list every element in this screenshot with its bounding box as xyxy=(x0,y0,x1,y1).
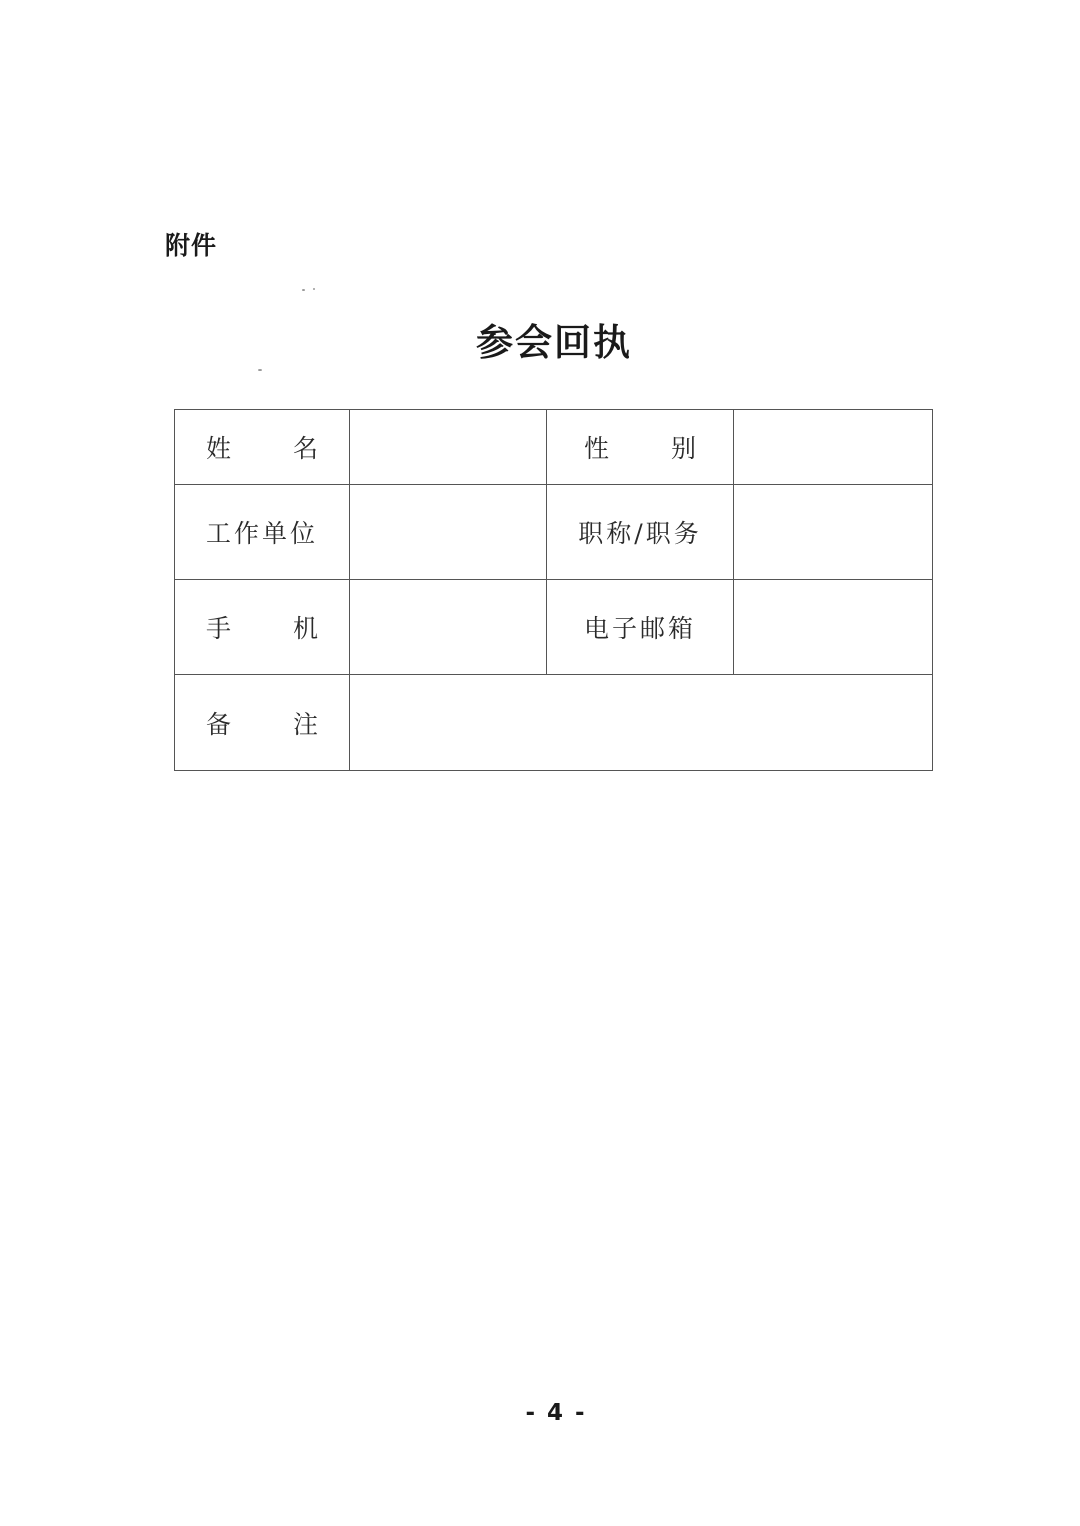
label-cell-name xyxy=(175,410,350,485)
label-cell-remarks xyxy=(175,675,350,771)
form-row-organization xyxy=(175,485,933,580)
label-email: 电子邮箱 xyxy=(583,614,696,643)
label-remarks-char-2: 注 xyxy=(292,709,318,739)
label-name-char-1: 姓 xyxy=(206,434,232,463)
label-cell-phone xyxy=(175,580,350,675)
scan-speck xyxy=(313,288,315,290)
page-number: - 4 - xyxy=(525,1400,587,1426)
form-row-phone xyxy=(175,580,933,675)
document-title: 参会回执 xyxy=(476,321,632,364)
label-remarks-char-1: 备 xyxy=(206,709,232,739)
remarks-input-cell[interactable] xyxy=(350,675,933,771)
phone-input-cell[interactable] xyxy=(350,580,547,675)
form-row-name xyxy=(175,410,933,485)
label-name-char-2: 名 xyxy=(292,434,318,463)
label-cell-email xyxy=(547,580,734,675)
gender-input-cell[interactable] xyxy=(734,410,933,485)
title-position-input-cell[interactable] xyxy=(734,485,933,580)
label-cell-title-position xyxy=(547,485,734,580)
label-cell-organization xyxy=(175,485,350,580)
form-row-remarks xyxy=(175,675,933,771)
scan-speck xyxy=(258,369,262,371)
scan-speck xyxy=(302,289,305,291)
label-title-position: 职称/职务 xyxy=(578,519,702,548)
label-organization: 工作单位 xyxy=(205,519,318,548)
label-cell-gender xyxy=(547,410,734,485)
label-phone-char-1: 手 xyxy=(206,614,232,643)
organization-input-cell[interactable] xyxy=(350,485,547,580)
registration-form-table xyxy=(174,409,933,771)
label-gender-char-1: 性 xyxy=(584,434,610,463)
label-gender-char-2: 别 xyxy=(670,434,696,463)
label-phone-char-2: 机 xyxy=(292,614,318,643)
attachment-label: 附件 xyxy=(165,231,218,260)
name-input-cell[interactable] xyxy=(350,410,547,485)
email-input-cell[interactable] xyxy=(734,580,933,675)
